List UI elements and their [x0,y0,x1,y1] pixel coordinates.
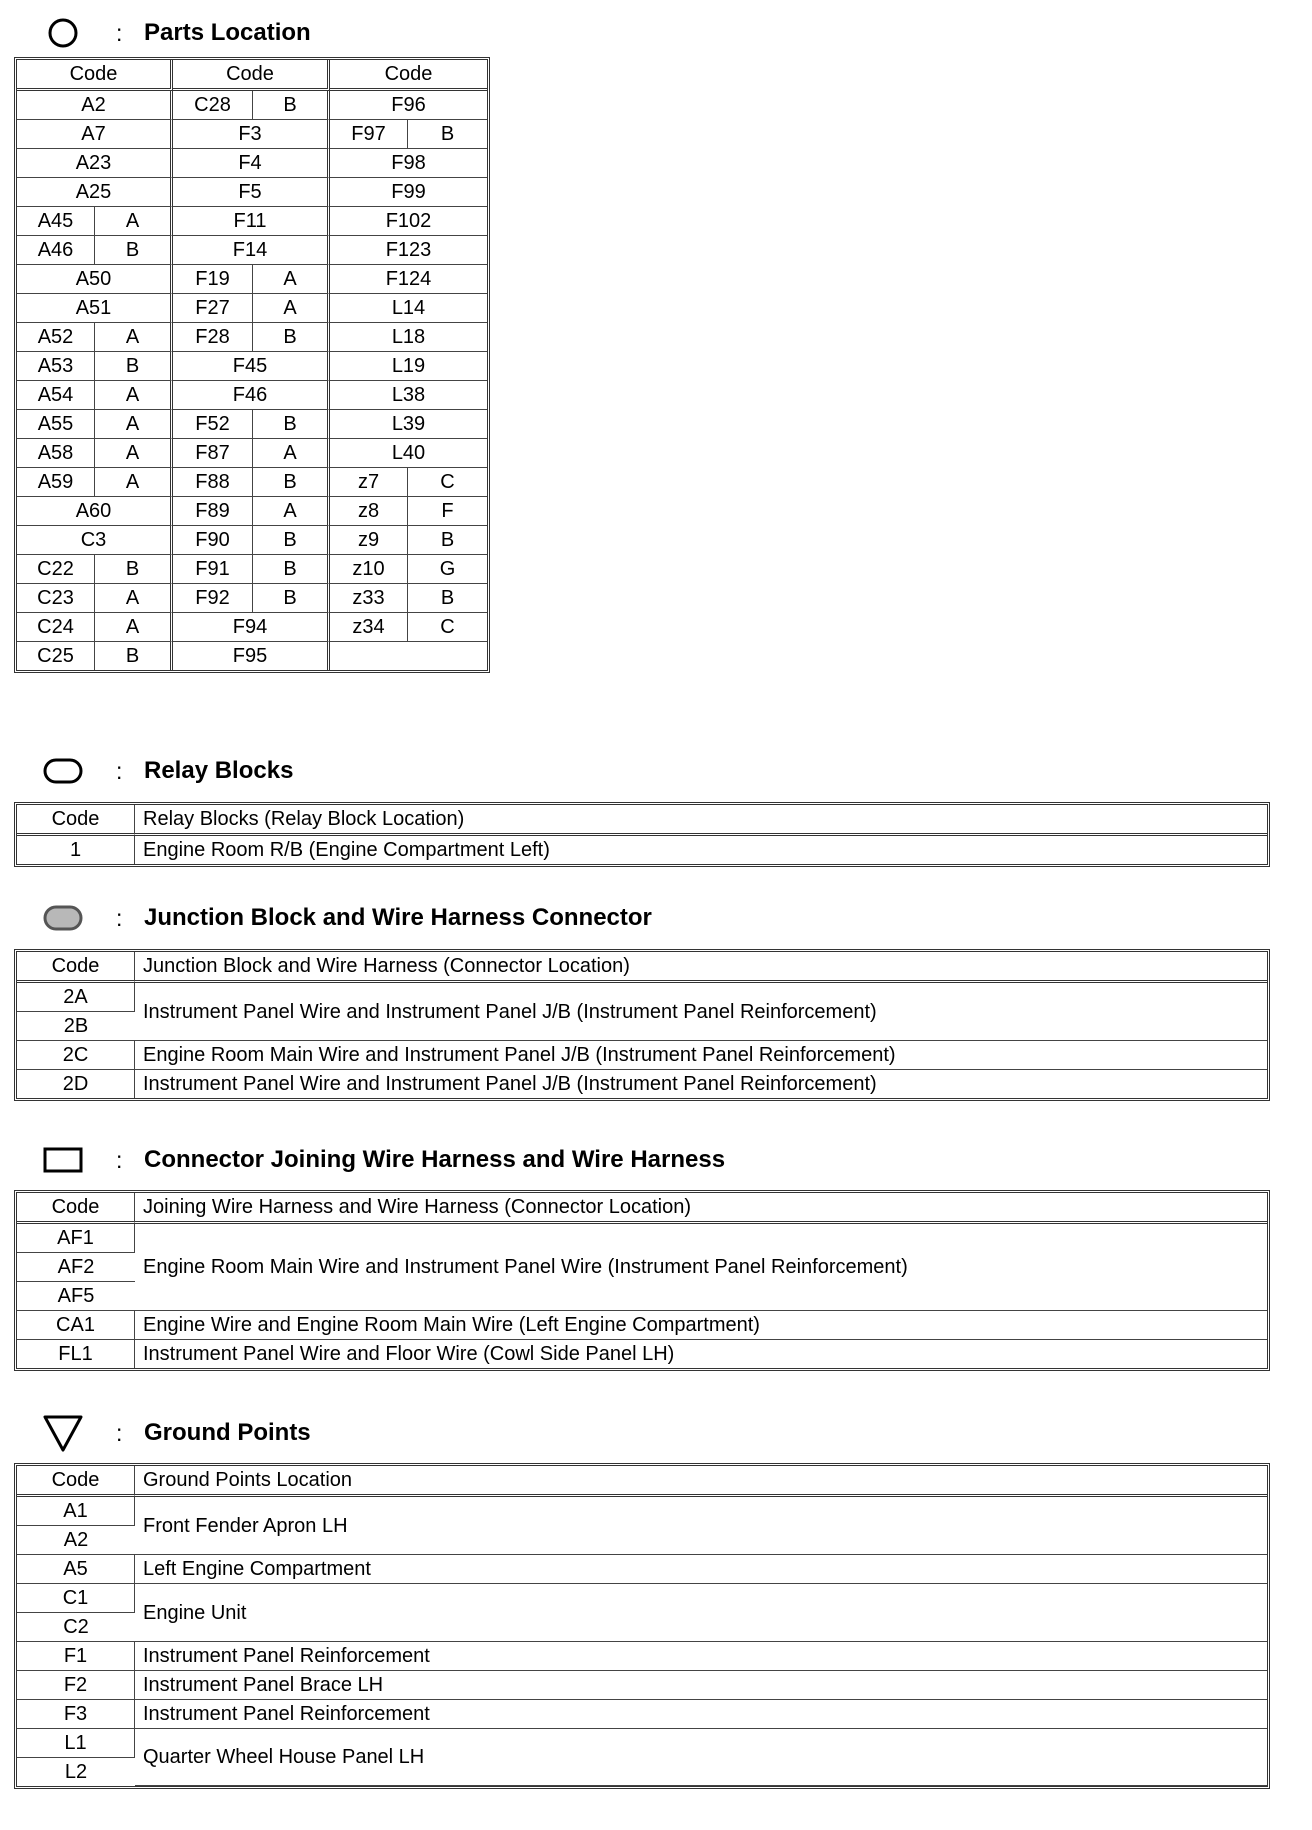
part-letter-cell: B [95,236,173,265]
part-code-cell: z33 [330,584,408,613]
table-row [17,439,487,468]
code-cell: 2D [17,1070,135,1098]
code-cell: A5 [17,1555,135,1584]
part-letter-cell: B [95,642,173,670]
description-cell: Engine Wire and Engine Room Main Wire (Left Engine Compartment) [135,1311,1267,1340]
code-cell: AF5 [17,1282,135,1311]
table-row [17,120,487,149]
code-cell: A1 [17,1497,135,1526]
table-row [17,265,487,294]
table-row [17,323,487,352]
part-letter-cell: A [95,584,173,613]
table-row [17,468,487,497]
header-cell-code: Code [173,60,330,91]
part-letter-cell: B [408,526,487,555]
table-row [17,1041,1267,1070]
part-code-cell: C23 [17,584,95,613]
section-title: Connector Joining Wire Harness and Wire Harness [144,1146,726,1173]
part-code-cell: A25 [17,178,173,207]
part-letter-cell: A [95,410,173,439]
part-code-cell: A54 [17,381,95,410]
code-cell: C1 [17,1584,135,1613]
part-code-cell: F92 [173,584,253,613]
table-row [17,1642,1267,1671]
part-code-cell: F96 [330,91,487,120]
code-cell: L1 [17,1729,135,1758]
part-code-cell: F28 [173,323,253,352]
part-letter-cell: B [253,526,330,555]
table-row [17,1584,1267,1613]
table-row [17,1700,1267,1729]
part-letter-cell: B [253,468,330,497]
part-code-cell: A60 [17,497,173,526]
part-code-cell: F4 [173,149,330,178]
table-header-row [17,805,1267,836]
part-letter-cell: B [253,91,330,120]
part-code-cell: A45 [17,207,95,236]
colon: : [116,1146,123,1173]
part-letter-cell: B [253,584,330,613]
part-code-cell: L19 [330,352,487,381]
part-code-cell: A55 [17,410,95,439]
part-code-cell: L40 [330,439,487,468]
section-title: Parts Location [144,19,311,46]
relay-blocks-table [14,802,1270,867]
triangle-down-icon [38,1413,88,1453]
part-letter-cell: A [253,497,330,526]
part-code-cell: z34 [330,613,408,642]
part-code-cell: L38 [330,381,487,410]
part-code-cell: z8 [330,497,408,526]
part-letter-cell: B [95,555,173,584]
colon: : [116,1419,123,1446]
part-code-cell: F19 [173,265,253,294]
description-cell: Engine Unit [135,1584,1267,1642]
rounded-rect-icon [38,751,88,791]
part-letter-cell: C [408,613,487,642]
description-cell: Engine Room Main Wire and Instrument Panel J/B (Instrument Panel Reinforcement) [135,1041,1267,1070]
part-letter-cell: B [253,323,330,352]
part-code-cell: z10 [330,555,408,584]
table-header-row [17,60,487,91]
part-letter-cell: F [408,497,487,526]
part-code-cell: L39 [330,410,487,439]
table-row [17,642,487,670]
parts-location-table [14,57,490,673]
header-cell-code: Code [17,1193,135,1224]
relay-blocks-header [38,751,293,791]
part-letter-cell: B [408,584,487,613]
header-cell-description: Joining Wire Harness and Wire Harness (Connector Location) [135,1193,1267,1224]
description-cell: Left Engine Compartment [135,1555,1267,1584]
code-cell: F3 [17,1700,135,1729]
table-row [17,497,487,526]
part-code-cell: A52 [17,323,95,352]
part-code-cell: C25 [17,642,95,670]
code-cell: FL1 [17,1340,135,1368]
part-code-cell: F124 [330,265,487,294]
table-row [17,1729,1267,1758]
part-letter-cell: A [95,381,173,410]
description-cell: Instrument Panel Reinforcement [135,1700,1267,1729]
part-code-cell: F123 [330,236,487,265]
colon: : [116,19,123,46]
colon: : [116,904,123,931]
table-row [17,294,487,323]
part-code-cell: L18 [330,323,487,352]
table-row [17,526,487,555]
table-header-row [17,952,1267,983]
part-code-cell: F94 [173,613,330,642]
part-code-cell: F88 [173,468,253,497]
part-code-cell: L14 [330,294,487,323]
part-code-cell: A50 [17,265,173,294]
table-row [17,1070,1267,1098]
table-row [17,410,487,439]
part-code-cell: F27 [173,294,253,323]
part-code-cell: F97 [330,120,408,149]
table-row [17,352,487,381]
junction-block-table [14,949,1270,1101]
table-row [17,381,487,410]
table-row [17,584,487,613]
code-cell: AF2 [17,1253,135,1282]
code-cell: F2 [17,1671,135,1700]
part-code-cell: F91 [173,555,253,584]
table-row [17,1224,1267,1253]
ground-points-header [38,1413,311,1453]
header-cell-code: Code [17,1466,135,1497]
description-cell: Engine Room Main Wire and Instrument Panel Wire (Instrument Panel Reinforcement) [135,1224,1267,1311]
part-code-cell [330,642,487,670]
circle-icon [38,13,88,53]
part-letter-cell: B [253,410,330,439]
part-code-cell: F89 [173,497,253,526]
code-cell: 2C [17,1041,135,1070]
description-cell: Instrument Panel Brace LH [135,1671,1267,1700]
table-row [17,149,487,178]
part-code-cell: z7 [330,468,408,497]
part-code-cell: A7 [17,120,173,149]
description-cell: Instrument Panel Reinforcement [135,1642,1267,1671]
part-code-cell: F46 [173,381,330,410]
description-cell: Instrument Panel Wire and Instrument Panel J/B (Instrument Panel Reinforcement) [135,983,1267,1041]
part-letter-cell: A [95,439,173,468]
part-code-cell: F52 [173,410,253,439]
header-cell-description: Ground Points Location [135,1466,1267,1497]
colon: : [116,757,123,784]
part-letter-cell: A [95,613,173,642]
part-code-cell: F95 [173,642,330,670]
part-letter-cell: A [95,207,173,236]
code-cell: A2 [17,1526,135,1555]
section-title: Ground Points [144,1419,311,1446]
code-cell: L2 [64,1761,88,1783]
ground-points-table [14,1463,1270,1789]
part-code-cell: F5 [173,178,330,207]
code-cell: 1 [17,836,135,864]
square-icon [38,1140,88,1180]
table-row [17,91,487,120]
table-row [17,1671,1267,1700]
description-cell: Instrument Panel Wire and Floor Wire (Cowl Side Panel LH) [143,1343,675,1365]
header-cell-code: Code [17,805,135,836]
table-row [17,1311,1267,1340]
part-code-cell: A2 [17,91,173,120]
description-cell: Engine Room R/B (Engine Compartment Left) [143,839,550,861]
header-cell-code: Code [17,60,173,91]
header-cell-code: Code [330,60,487,91]
code-cell: C2 [17,1613,135,1642]
connector-joining-header [38,1140,725,1180]
part-letter-cell: G [408,555,487,584]
part-letter-cell: B [408,120,487,149]
part-code-cell: F45 [173,352,330,381]
connector-joining-table [14,1190,1270,1371]
table-row [17,236,487,265]
table-row [17,555,487,584]
table-row [17,983,1267,1012]
part-code-cell: F90 [173,526,253,555]
table-header-row [17,1193,1267,1224]
part-letter-cell: B [95,352,173,381]
table-header-row [17,1466,1267,1497]
code-cell: AF1 [17,1224,135,1253]
part-code-cell: C24 [17,613,95,642]
table-row [17,178,487,207]
part-letter-cell: A [253,439,330,468]
part-code-cell: F3 [173,120,330,149]
part-letter-cell: C [408,468,487,497]
description-cell: Instrument Panel Wire and Instrument Panel J/B (Instrument Panel Reinforcement) [143,1073,877,1095]
part-code-cell: F102 [330,207,487,236]
part-code-cell: A23 [17,149,173,178]
shaded-rounded-rect-icon [38,898,88,938]
description-cell: Quarter Wheel House Panel LH [135,1729,1267,1786]
part-code-cell: F14 [173,236,330,265]
section-title: Junction Block and Wire Harness Connector [144,904,652,931]
part-letter-cell: B [253,555,330,584]
part-letter-cell: A [95,468,173,497]
code-cell: CA1 [17,1311,135,1340]
table-row [17,1340,1267,1368]
part-letter-cell: A [253,294,330,323]
code-cell: 2B [17,1012,135,1041]
part-code-cell: A51 [17,294,173,323]
part-letter-cell: A [253,265,330,294]
part-code-cell: F11 [173,207,330,236]
table-row [17,1555,1267,1584]
part-code-cell: A58 [17,439,95,468]
table-row [17,1497,1267,1526]
part-letter-cell: A [95,323,173,352]
section-title: Relay Blocks [144,757,294,784]
part-code-cell: F99 [330,178,487,207]
part-code-cell: C22 [17,555,95,584]
header-cell-code: Code [17,952,135,983]
table-row [17,836,1267,864]
part-code-cell: z9 [330,526,408,555]
header-cell-description: Junction Block and Wire Harness (Connector Location) [135,952,1267,983]
code-cell: F1 [17,1642,135,1671]
part-code-cell: A59 [17,468,95,497]
description-cell: Front Fender Apron LH [135,1497,1267,1555]
code-cell: 2A [17,983,135,1012]
junction-block-header [38,898,652,938]
part-code-cell: C28 [173,91,253,120]
table-row [17,207,487,236]
parts-location-header [38,13,311,53]
part-code-cell: A53 [17,352,95,381]
part-code-cell: C3 [17,526,173,555]
part-code-cell: A46 [17,236,95,265]
header-cell-description: Relay Blocks (Relay Block Location) [135,805,1267,836]
table-row [17,613,487,642]
part-code-cell: F98 [330,149,487,178]
part-code-cell: F87 [173,439,253,468]
